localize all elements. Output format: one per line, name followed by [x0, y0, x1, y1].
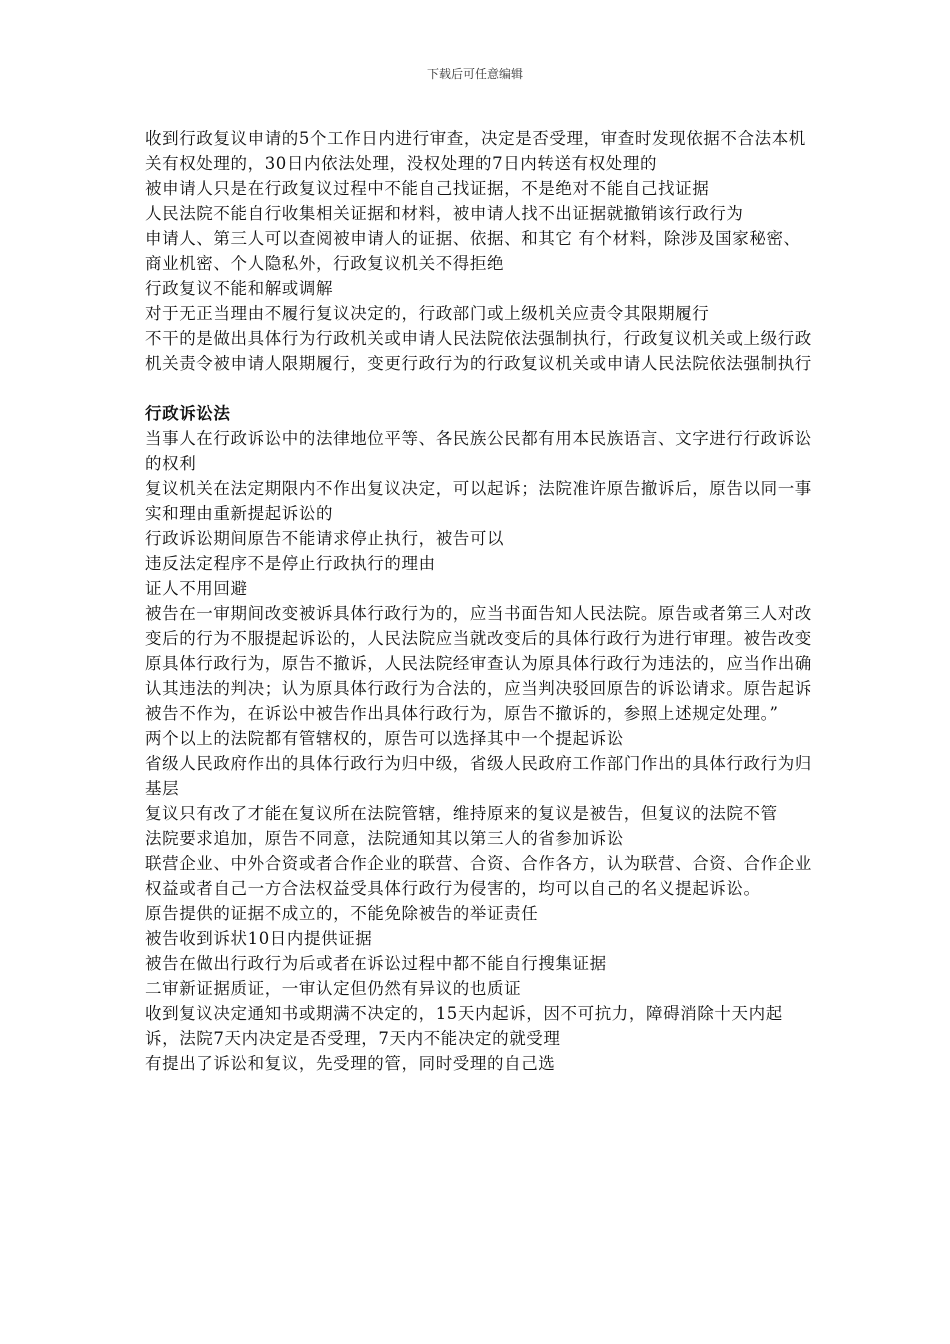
paragraph: 法院要求追加，原告不同意，法院通知其以第三人的省参加诉讼 — [145, 829, 624, 848]
paragraph: 违反法定程序不是停止行政执行的理由 — [145, 554, 436, 573]
paragraph: 被申请人只是在行政复议过程中不能自己找证据，不是绝对不能自己找证据 — [145, 179, 710, 198]
paragraph: 有提出了诉讼和复议，先受理的管，同时受理的自己选 — [145, 1054, 556, 1073]
paragraph: 行政复议不能和解或调解 — [145, 279, 334, 298]
paragraph: 联营企业、中外合资或者合作企业的联营、合资、合作各方，认为联营、合资、合作企业权益或者自己一方合法权益受具体行政行为侵害的，均可以自己的名义提起诉讼。 — [145, 854, 812, 898]
paragraph: 被告在做出行政行为后或者在诉讼过程中都不能自行搜集证据 — [145, 954, 607, 973]
paragraph: 二审新证据质证，一审认定但仍然有异议的也质证 — [145, 979, 522, 998]
paragraph: 人民法院不能自行收集相关证据和材料，被申请人找不出证据就撤销该行政行为 — [145, 204, 744, 223]
paragraph: 当事人在行政诉讼中的法律地位平等、各民族公民都有用本民族语言、文字进行行政诉讼的权利 — [145, 429, 812, 473]
paragraph: 被告在一审期间改变被诉具体行政行为的，应当书面告知人民法院。原告或者第三人对改变后的行为不服提起诉讼的，人民法院应当就改变后的具体行政行为进行审理。被告改变原具体行政行为，原告不撤诉，人民法院经审查认为原具体行政行为违法的，应当作出确认其违法的判决；认为原具体行政行为合法的，应当判决驳回原告的诉讼请求。原告起诉被告不作为，在诉讼中被告作出具体行政行为，原告不撤诉的，参照上述规定处理。” — [145, 604, 812, 723]
spacer — [145, 376, 813, 401]
paragraph: 对于无正当理由不履行复议决定的，行政部门或上级机关应责令其限期履行 — [145, 304, 710, 323]
paragraph: 省级人民政府作出的具体行政行为归中级，省级人民政府工作部门作出的具体行政行为归基层 — [145, 754, 812, 798]
paragraph: 复议只有改了才能在复议所在法院管辖，维持原来的复议是被告，但复议的法院不管 — [145, 804, 778, 823]
paragraph: 复议机关在法定期限内不作出复议决定，可以起诉；法院准许原告撤诉后，原告以同一事实和理由重新提起诉讼的 — [145, 479, 812, 523]
paragraph: 被告收到诉状10日内提供证据 — [145, 929, 373, 948]
paragraph: 收到行政复议申请的5个工作日内进行审查，决定是否受理，审查时发现依据不合法本机关有权处理的，30日内依法处理，没权处理的7日内转送有权处理的 — [145, 129, 806, 173]
paragraph: 收到复议决定通知书或期满不决定的，15天内起诉，因不可抗力，障碍消除十天内起诉，法院7天内决定是否受理，7天内不能决定的就受理 — [145, 1004, 783, 1048]
paragraph: 证人不用回避 — [145, 579, 248, 598]
page-header: 下载后可任意编辑 — [426, 67, 523, 81]
paragraph: 两个以上的法院都有管辖权的，原告可以选择其中一个提起诉讼 — [145, 729, 624, 748]
section-heading: 行政诉讼法 — [145, 404, 231, 423]
paragraph: 行政诉讼期间原告不能请求停止执行，被告可以 — [145, 529, 505, 548]
paragraph: 申请人、第三人可以查阅被申请人的证据、依据、和其它 有个材料，除涉及国家秘密、商业机密、个人隐私外，行政复议机关不得拒绝 — [145, 229, 801, 273]
document-body — [145, 126, 813, 1076]
paragraph: 原告提供的证据不成立的，不能免除被告的举证责任 — [145, 904, 539, 923]
paragraph: 不干的是做出具体行为行政机关或申请人民法院依法强制执行，行政复议机关或上级行政机关责令被申请人限期履行，变更行政行为的行政复议机关或申请人民法院依法强制执行 — [145, 329, 812, 373]
